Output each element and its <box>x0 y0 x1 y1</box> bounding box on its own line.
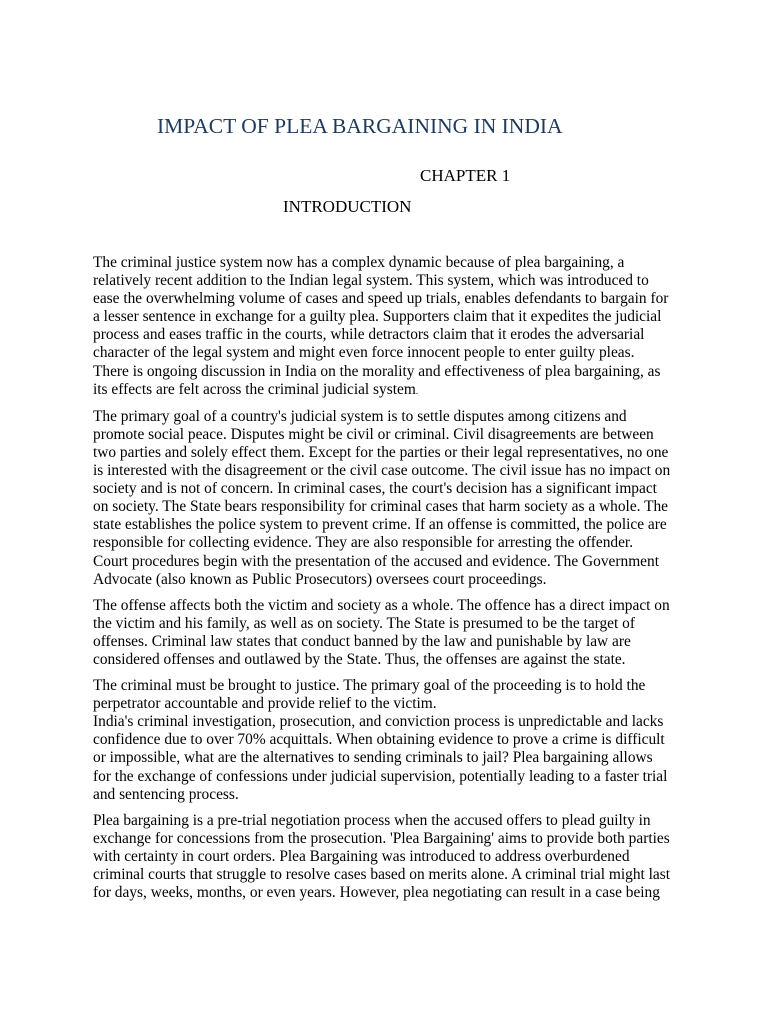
section-heading: INTRODUCTION <box>283 197 412 216</box>
paragraph-1-end: . <box>415 385 419 396</box>
document-title-text: IMPACT OF PLEA BARGAINING IN INDIA <box>157 114 563 138</box>
paragraph-1 <box>93 254 683 400</box>
paragraph-5: Plea bargaining is a pre-trial negotiation process when the accused offers to plead guilty in exchange for concessions from the prosecution. 'Plea Bargaining' aims to provide both parties with certainty in court orders. Plea Bargaining was introduced to address overburdened criminal courts that struggle to resolve cases based on merits alone. A criminal trial might last for days, weeks, months, or even years. However, plea negotiating can result in a case being <box>93 811 671 902</box>
paragraph-3: The offense affects both the victim and society as a whole. The offence has a direct impact on the victim and his family, as well as on society. The State is presumed to be the target of offenses. Criminal law states that conduct banned by the law and punishable by law are considered offenses and outlawed by the State. Thus, the offenses are against the state. <box>93 596 670 668</box>
paragraph-2: The primary goal of a country's judicial system is to settle disputes among citizens and promote social peace. Disputes might be civil or criminal. Civil disagreements are between two parties and solely effect them. Except for the parties or their legal representatives, no one is interested with the disagreement or the civil case outcome. The civil issue has no impact on society and is not of concern. In criminal cases, the court's decision has a significant impact on society. The State bears responsibility for criminal cases that harm society as a whole. The state establishes the police system to prevent crime. If an offense is committed, the police are responsible for collecting evidence. They are also responsible for arresting the offender. Court procedures begin with the presentation of the accused and evidence. The Government Advocate (also known as Public Prosecutors) oversees court proceedings. <box>93 407 671 588</box>
paragraph-1-text: The criminal justice system now has a complex dynamic because of plea bargaining, a relatively recent addition to the Indian legal system. This system, which was introduced to ease the overwhelming volume of cases and speed up trials, enables defendants to bargain for a lesser sentence in exchange for a guilty plea. Supporters claim that it expedites the judicial process and eases traffic in the courts, while detractors claim that it erodes the adversarial character of the legal system and might even force innocent people to enter guilty pleas. There is ongoing discussion in India on the morality and effectiveness of plea bargaining, as its effects are felt across the criminal judicial system <box>93 254 669 398</box>
paragraph-4: The criminal must be brought to justice. The primary goal of the proceeding is to hold the perpetrator accountable and provide relief to the victim. India's criminal investigation, prosecution, and conviction process is unpredictable and lacks confidence due to over 70% acquittals. When obtaining evidence to prove a crime is difficult or impossible, what are the alternatives to sending criminals to jail? Plea bargaining allows for the exchange of confessions under judicial supervision, potentially leading to a faster trial and sentencing process. <box>93 677 668 803</box>
body-text <box>93 254 683 910</box>
chapter-heading: CHAPTER 1 <box>420 166 511 185</box>
